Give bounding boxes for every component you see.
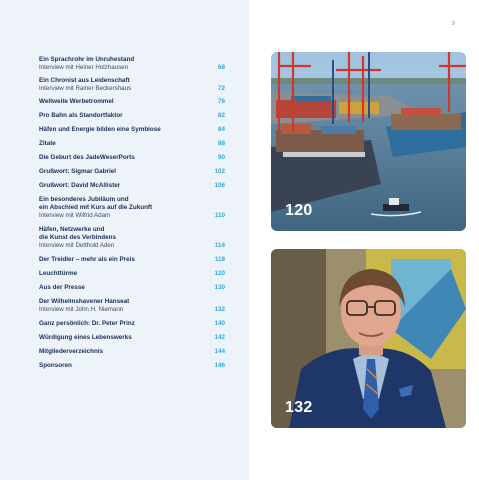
toc-entry-title: Sponsoren	[39, 362, 72, 369]
toc-entry-page-number: 118	[214, 256, 225, 263]
toc-entry-title: Grußwort: David McAllister	[39, 182, 121, 189]
toc-entry-page-number: 144	[214, 348, 225, 355]
toc-entry[interactable]	[39, 284, 225, 292]
toc-entry[interactable]	[39, 112, 225, 120]
toc-entry-page-number: 140	[214, 320, 225, 327]
photo-label-132: 132	[285, 399, 313, 416]
toc-entry-page-number: 106	[214, 182, 225, 189]
toc-entry-subtitle: Interview mit Wilfrid Adam	[39, 212, 111, 219]
toc-entry-title: Pro Bahn als Standortfaktor	[39, 112, 123, 119]
toc-entry-title: Der Treidler – mehr als ein Preis	[39, 256, 135, 263]
toc-entry-page-number: 146	[214, 362, 225, 369]
toc-entry[interactable]	[39, 270, 225, 278]
toc-entry-title: Grußwort: Sigmar Gabriel	[39, 168, 116, 175]
toc-entry-page-number: 76	[217, 98, 225, 105]
toc-entry[interactable]	[39, 256, 225, 264]
toc-entry-page-number: 142	[214, 334, 225, 341]
toc-list	[39, 50, 225, 370]
toc-entry-title: Ganz persönlich: Dr. Peter Prinz	[39, 320, 135, 327]
toc-entry-title: Zitate	[39, 140, 56, 147]
toc-entry-title: Weltweite Werbetrommel	[39, 98, 114, 105]
toc-entry-page-number: 68	[217, 64, 225, 71]
toc-entry-title: Häfen und Energie bilden eine Symbiose	[39, 126, 161, 133]
port-photo	[271, 52, 466, 231]
toc-entry-title: Aus der Presse	[39, 284, 85, 291]
toc-entry-page-number: 90	[217, 154, 225, 161]
toc-entry[interactable]	[39, 334, 225, 342]
toc-entry-title: Ein Sprachrohr im Unruhestand	[39, 56, 135, 63]
page-number: 9	[452, 21, 455, 27]
toc-entry-page-number: 130	[214, 284, 225, 291]
toc-entry[interactable]	[39, 362, 225, 370]
toc-entry-page-number: 88	[217, 140, 225, 147]
photo-label-120: 120	[285, 202, 313, 219]
toc-entry-page-number: 132	[214, 306, 225, 313]
toc-entry[interactable]	[39, 154, 225, 162]
toc-entry-title: Häfen, Netzwerke und die Kunst des Verbindens	[39, 226, 116, 241]
toc-entry[interactable]	[39, 168, 225, 176]
toc-entry[interactable]	[39, 348, 225, 356]
toc-entry-page-number: 102	[214, 168, 225, 175]
toc-entry[interactable]	[39, 56, 225, 72]
toc-entry-subtitle: Interview mit Rainer Beckershaus	[39, 85, 132, 92]
toc-entry-page-number: 120	[214, 270, 225, 277]
toc-entry[interactable]	[39, 196, 225, 220]
toc-entry-subtitle: Interview mit Heiner Holzhausen	[39, 64, 129, 71]
toc-entry-title: Ein Chronist aus Leidenschaft	[39, 77, 130, 84]
toc-entry-page-number: 72	[217, 85, 225, 92]
toc-entry-subtitle: Interview mit John H. Niemann	[39, 306, 124, 313]
toc-entry[interactable]	[39, 298, 225, 314]
portrait-photo	[271, 249, 466, 428]
toc-entry[interactable]	[39, 140, 225, 148]
toc-entry-title: Würdigung eines Lebenswerks	[39, 334, 132, 341]
toc-entry-page-number: 114	[214, 242, 225, 249]
toc-entry-title: Die Geburt des JadeWeserPorts	[39, 154, 135, 161]
toc-entry-title: Mitgliederverzeichnis	[39, 348, 104, 355]
toc-entry-page-number: 82	[217, 112, 225, 119]
toc-entry[interactable]	[39, 77, 225, 93]
toc-entry-title: Ein besonderes Jubiläum und ein Abschied mit Kurs auf die Zukunft	[39, 196, 153, 211]
toc-entry-title: Der Wilhelmshavener Hanseat	[39, 298, 130, 305]
toc-entry[interactable]	[39, 126, 225, 134]
toc-entry[interactable]	[39, 320, 225, 328]
toc-entry[interactable]	[39, 182, 225, 190]
toc-entry-title: Leuchttürme	[39, 270, 78, 277]
toc-entry-page-number: 110	[214, 212, 225, 219]
toc-entry[interactable]	[39, 98, 225, 106]
toc-entry[interactable]	[39, 226, 225, 250]
toc-entry-page-number: 84	[217, 126, 225, 133]
toc-entry-subtitle: Interview mit Detthold Aden	[39, 242, 115, 249]
